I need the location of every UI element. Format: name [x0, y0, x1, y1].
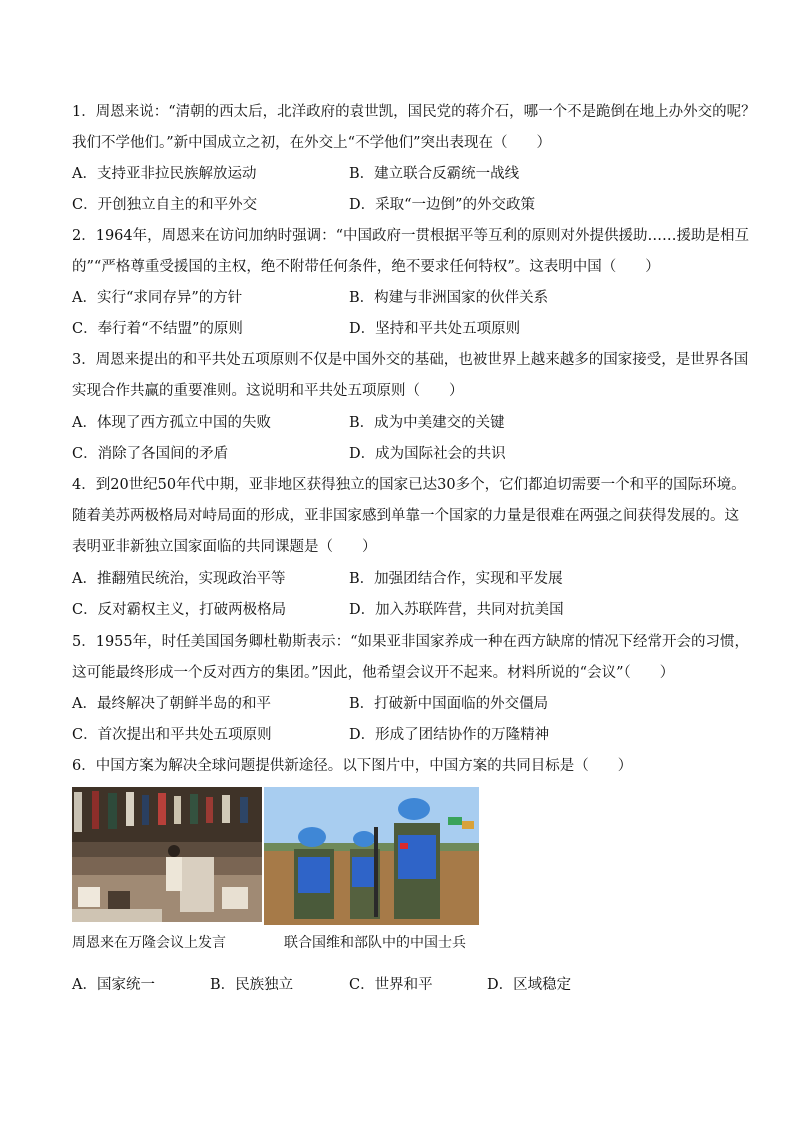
option-a[interactable]: A．实行“求同存异”的方针 [72, 290, 243, 306]
option-c[interactable]: C．首次提出和平共处五项原则 [72, 727, 272, 743]
question-6 [72, 751, 732, 782]
option-d[interactable]: D．采取“一边倒”的外交政策 [349, 197, 535, 213]
question-1-options [72, 159, 732, 221]
option-d[interactable]: D．区域稳定 [487, 977, 572, 993]
option-b[interactable]: B．加强团结合作，实现和平发展 [349, 571, 563, 587]
option-b[interactable]: B．成为中美建交的关键 [349, 415, 505, 431]
option-d[interactable]: D．形成了团结协作的万隆精神 [349, 727, 550, 743]
question-text-line: 实现合作共赢的重要准则。这说明和平共处五项原则（ ） [72, 383, 464, 399]
option-d[interactable]: D．加入苏联阵营，共同对抗美国 [349, 602, 564, 618]
question-text-line: 表明亚非新独立国家面临的共同课题是（ ） [72, 539, 377, 555]
question-5 [72, 627, 750, 689]
figure-caption-1: 周恩来在万隆会议上发言 [72, 935, 226, 951]
question-5-options [72, 689, 732, 751]
question-4 [72, 470, 746, 563]
figure-caption-2: 联合国维和部队中的中国士兵 [284, 935, 466, 951]
question-text-line: 1．周恩来说：“清朝的西太后，北洋政府的袁世凯，国民党的蒋介石，哪一个不是跪倒在地上办外交的呢？ [72, 104, 756, 120]
option-a[interactable]: A．支持亚非拉民族解放运动 [72, 166, 257, 182]
question-text-line: 4．到20世纪50年代中期，亚非地区获得独立的国家已达30多个，它们都迫切需要一个和平的国际环境。 [72, 477, 746, 493]
option-c[interactable]: C．奉行着“不结盟”的原则 [72, 321, 243, 337]
option-b[interactable]: B．民族独立 [210, 977, 294, 993]
option-d[interactable]: D．坚持和平共处五项原则 [349, 321, 521, 337]
question-text-line: 我们不学他们。”新中国成立之初，在外交上“不学他们”突出表现在（ ） [72, 135, 551, 151]
question-text-line: 5．1955年，时任美国国务卿杜勒斯表示：“如果亚非国家养成一种在西方缺席的情况下经常开会的习惯， [72, 634, 750, 650]
question-text-line: 随着美苏两极格局对峙局面的形成，亚非国家感到单靠一个国家的力量是很难在两强之间获得发展的。这 [72, 508, 739, 524]
question-3 [72, 345, 749, 407]
option-a[interactable]: A．最终解决了朝鲜半岛的和平 [72, 696, 271, 712]
question-3-options [72, 408, 732, 470]
option-d[interactable]: D．成为国际社会的共识 [349, 446, 506, 462]
option-c[interactable]: C．开创独立自主的和平外交 [72, 197, 258, 213]
question-text-line: 的”“严格尊重受援国的主权，绝不附带任何条件，绝不要求任何特权”。这表明中国（ ） [72, 259, 660, 275]
option-a[interactable]: A．国家统一 [72, 977, 155, 993]
question-2-options [72, 283, 732, 345]
bandung-conference-photo [72, 787, 262, 922]
question-1 [72, 97, 756, 159]
question-text-line: 2．1964年，周恩来在访问加纳时强调：“中国政府一贯根据平等互利的原则对外提供援助……援助是相互 [72, 228, 750, 244]
question-text-line: 这可能最终形成一个反对西方的集团。”因此，他希望会议开不起来。材料所说的“会议”（ ） [72, 665, 675, 681]
question-text-line: 6．中国方案为解决全球问题提供新途径。以下图片中，中国方案的共同目标是（ ） [72, 758, 633, 774]
question-text-line: 3．周恩来提出的和平共处五项原则不仅是中国外交的基础，也被世界上越来越多的国家接受，是世界各国 [72, 352, 749, 368]
question-6-options [72, 970, 632, 1001]
un-peacekeepers-photo [264, 787, 479, 925]
option-a[interactable]: A．推翻殖民统治，实现政治平等 [72, 571, 286, 587]
question-6-figures [72, 787, 492, 957]
option-b[interactable]: B．打破新中国面临的外交僵局 [349, 696, 549, 712]
question-4-options [72, 564, 732, 626]
option-c[interactable]: C．世界和平 [349, 977, 433, 993]
option-c[interactable]: C．消除了各国间的矛盾 [72, 446, 229, 462]
option-a[interactable]: A．体现了西方孤立中国的失败 [72, 415, 271, 431]
option-b[interactable]: B．构建与非洲国家的伙伴关系 [349, 290, 549, 306]
option-c[interactable]: C．反对霸权主义，打破两极格局 [72, 602, 287, 618]
option-b[interactable]: B．建立联合反霸统一战线 [349, 166, 520, 182]
question-2 [72, 221, 750, 283]
